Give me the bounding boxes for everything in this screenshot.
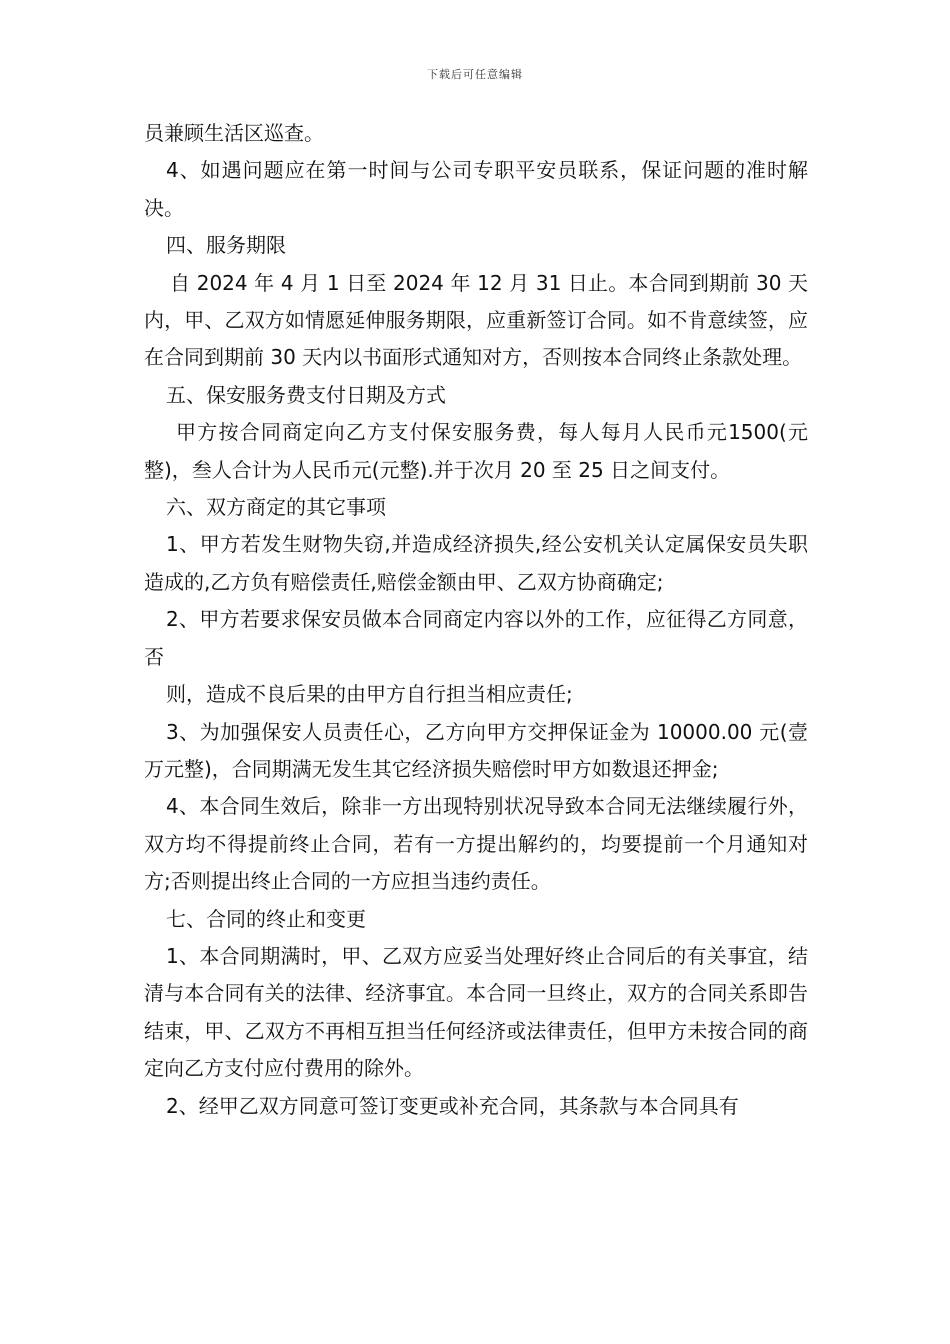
section-heading: 五、保安服务费支付日期及方式 — [166, 382, 446, 407]
paragraph: 1、甲方若发生财物失窃,并造成经济损失,经公安机关认定属保安员失职造成的,乙方负有赔偿责任,赔偿金额由甲、乙双方协商确定; — [144, 532, 808, 594]
document-body — [144, 115, 808, 1125]
section-heading: 六、双方商定的其它事项 — [166, 495, 386, 520]
paragraph: 则，造成不良后果的由甲方自行担当相应责任; — [166, 682, 573, 707]
section-heading: 四、服务期限 — [166, 233, 286, 258]
paragraph: 3、为加强保安人员责任心，乙方向甲方交押保证金为 10000.00 元(壹万元整)，合同期满无发生其它经济损失赔偿时甲方如数退还押金; — [144, 719, 808, 781]
page-header: 下载后可任意编辑 — [427, 68, 523, 81]
paragraph: 自 2024 年 4 月 1 日至 2024 年 12 月 31 日止。本合同到期前 30 天内，甲、乙双方如情愿延伸服务期限，应重新签订合同。如不肯意续签，应在合同到期前 30 天内以书面形式通知对方，否则按本合同终止条款处理。 — [144, 270, 808, 370]
paragraph: 4、本合同生效后，除非一方出现特别状况导致本合同无法继续履行外，双方均不得提前终止合同，若有一方提出解约的，均要提前一个月通知对方;否则提出终止合同的一方应担当违约责任。 — [144, 794, 808, 894]
paragraph: 1、本合同期满时，甲、乙双方应妥当处理好终止合同后的有关事宜，结清与本合同有关的法律、经济事宜。本合同一旦终止，双方的合同关系即告结束，甲、乙双方不再相互担当任何经济或法律责任，但甲方未按合同的商定向乙方支付应付费用的除外。 — [144, 943, 808, 1081]
paragraph: 员兼顾生活区巡查。 — [144, 121, 324, 145]
paragraph: 4、如遇问题应在第一时间与公司专职平安员联系，保证问题的准时解决。 — [144, 158, 808, 220]
paragraph: 2、甲方若要求保安员做本合同商定内容以外的工作，应征得乙方同意，否 — [144, 607, 808, 669]
paragraph: 甲方按合同商定向乙方支付保安服务费，每人每月人民币元1500(元整)，叁人合计为人民币元(元整).并于次月 20 至 25 日之间支付。 — [144, 420, 808, 482]
paragraph: 2、经甲乙双方同意可签订变更或补充合同，其条款与本合同具有 — [166, 1093, 739, 1118]
section-heading: 七、合同的终止和变更 — [166, 906, 366, 931]
